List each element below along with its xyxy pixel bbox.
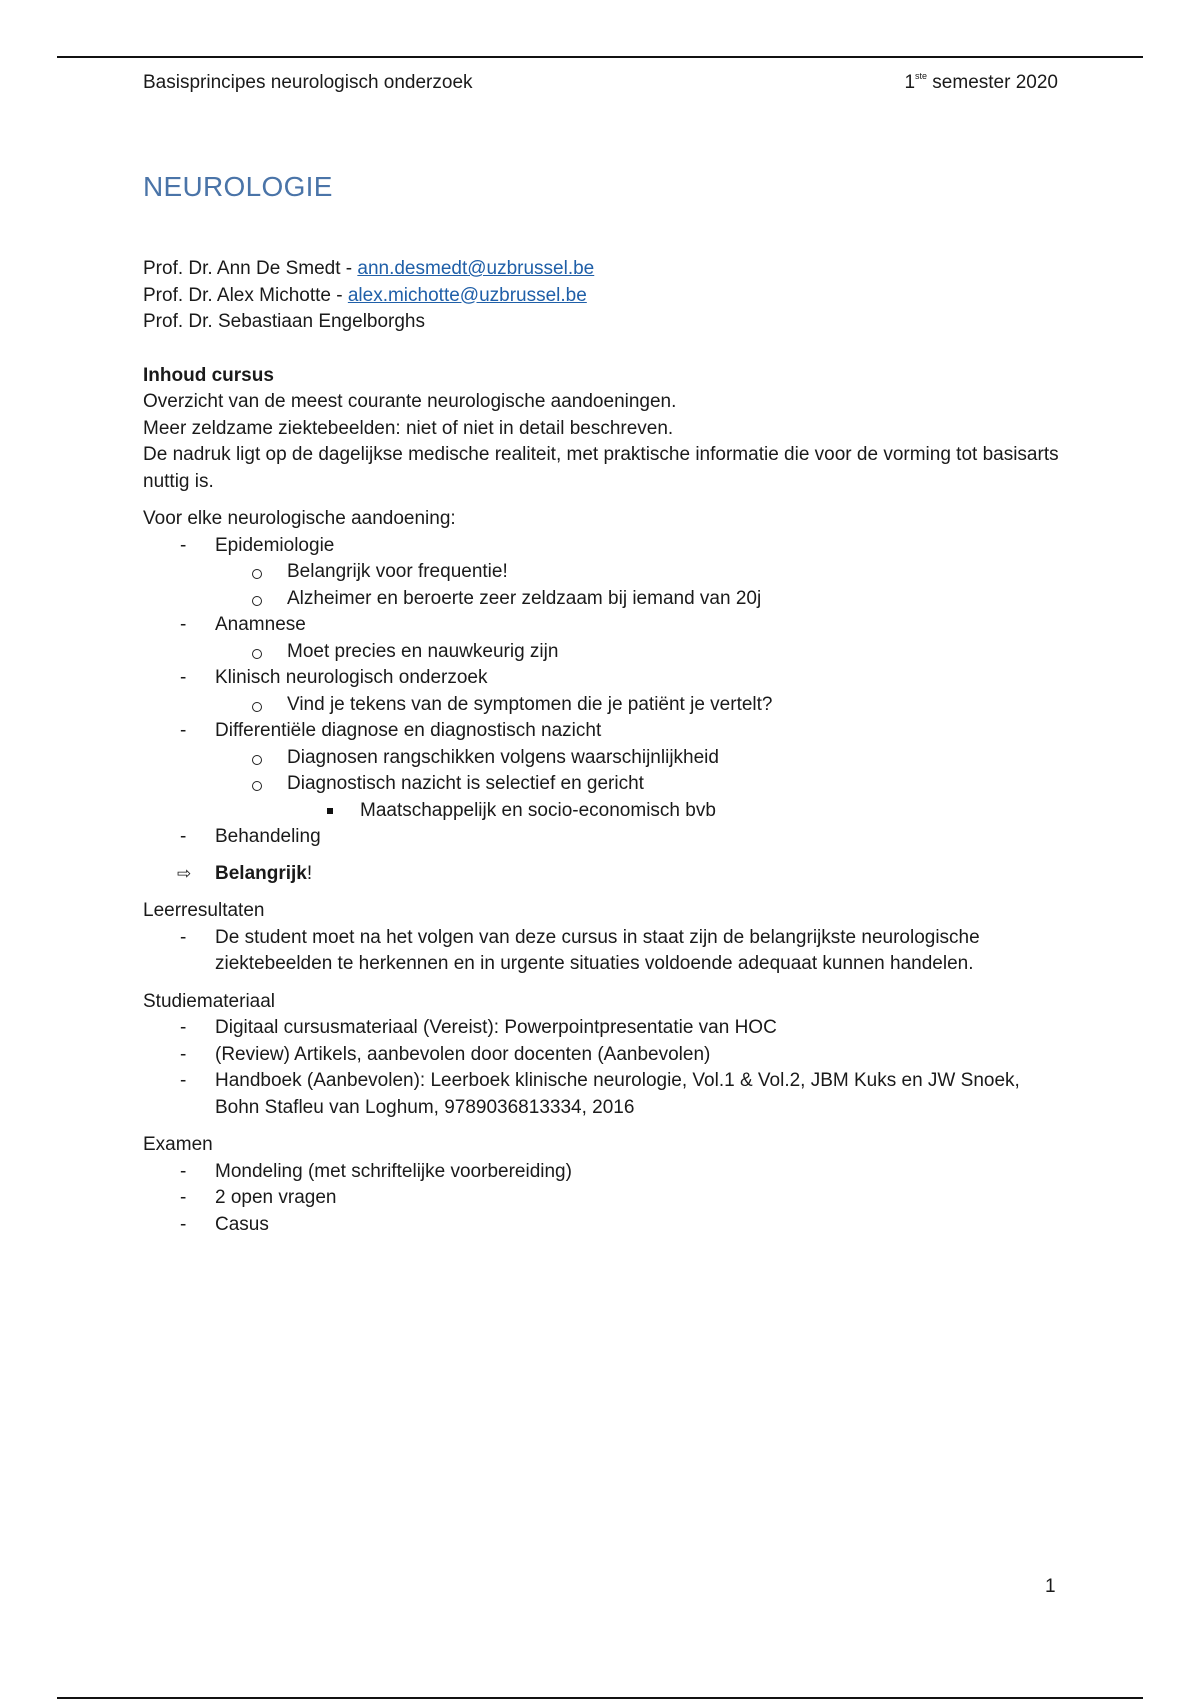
list-intro: Voor elke neurologische aandoening: bbox=[143, 508, 456, 529]
learning-outcomes-list bbox=[143, 925, 1063, 978]
document-body bbox=[143, 256, 1063, 1238]
list-item: - Digitaal cursusmateriaal (Vereist): Powerpointpresentatie van HOC bbox=[143, 1015, 1063, 1042]
email-link[interactable]: ann.desmedt@uzbrussel.be bbox=[357, 258, 595, 279]
list-item: - De student moet na het volgen van deze cursus in staat zijn de belangrijkste neurologische ziektebeelden te herkennen en in urgente situaties voldoende adequaat kunnen handelen. bbox=[143, 925, 1063, 978]
list-item: - Anamnese Moet precies en nauwkeurig zijn bbox=[143, 612, 1063, 665]
section-heading: Inhoud cursus bbox=[143, 364, 274, 386]
list-item: - Epidemiologie Belangrijk voor frequentie! Alzheimer en beroerte zeer zeldzaam bij iemand van 20j bbox=[143, 533, 1063, 613]
list-item: - Behandeling bbox=[143, 824, 1063, 851]
header-rule bbox=[57, 56, 1143, 58]
page-title: NEUROLOGIE bbox=[143, 171, 333, 202]
arrow-note: ⇨ Belangrijk! bbox=[143, 861, 1063, 888]
page-number: 1 bbox=[1045, 1576, 1056, 1597]
professor-line: Prof. Dr. Ann De Smedt - ann.desmedt@uzbrussel.be bbox=[143, 258, 595, 279]
list-item: - Differentiële diagnose en diagnostisch nazicht Diagnosen rangschikken volgens waarschijnlijkheid Diagnostisch nazicht is selectief en gericht Maatschappelijk en socio-economisch bvb bbox=[143, 718, 1063, 824]
study-material-list bbox=[143, 1015, 1063, 1121]
list-item: - Casus bbox=[143, 1212, 1063, 1239]
section-heading: Leerresultaten bbox=[143, 900, 265, 921]
sub-sub-list-item: Maatschappelijk en socio-economisch bvb bbox=[287, 798, 1063, 825]
sub-list-item: Alzheimer en beroerte zeer zeldzaam bij iemand van 20j bbox=[215, 586, 1063, 613]
disease-aspects-list bbox=[143, 533, 1063, 851]
professor-line: Prof. Dr. Alex Michotte - alex.michotte@uzbrussel.be bbox=[143, 284, 587, 306]
list-item: - (Review) Artikels, aanbevolen door docenten (Aanbevolen) bbox=[143, 1042, 1063, 1069]
header-course-title: Basisprincipes neurologisch onderzoek bbox=[143, 72, 473, 93]
list-item: - Mondeling (met schriftelijke voorbereiding) bbox=[143, 1159, 1063, 1186]
paragraph-line: De nadruk ligt op de dagelijkse medische realiteit, met praktische informatie die voor de vorming tot basisarts nuttig is. bbox=[143, 444, 1059, 492]
list-item: - 2 open vragen bbox=[143, 1185, 1063, 1212]
exam-list bbox=[143, 1159, 1063, 1239]
sub-list-item: Moet precies en nauwkeurig zijn bbox=[215, 639, 1063, 666]
list-item: - Handboek (Aanbevolen): Leerboek klinische neurologie, Vol.1 & Vol.2, JBM Kuks en JW Snoek, Bohn Stafleu van Loghum, 9789036813334, 2016 bbox=[143, 1068, 1063, 1121]
email-link[interactable]: alex.michotte@uzbrussel.be bbox=[347, 284, 587, 306]
sub-list-item: Belangrijk voor frequentie! bbox=[215, 559, 1063, 586]
paragraph-line: Meer zeldzame ziektebeelden: niet of niet in detail beschreven. bbox=[143, 417, 674, 439]
header-semester: 1ste semester 2020 bbox=[904, 70, 1058, 93]
sub-list-item: Diagnosen rangschikken volgens waarschijnlijkheid bbox=[215, 745, 1063, 772]
section-heading: Studiemateriaal bbox=[143, 990, 276, 1012]
arrow-right-icon: ⇨ bbox=[177, 863, 192, 883]
section-heading: Examen bbox=[143, 1134, 213, 1155]
list-item: - Klinisch neurologisch onderzoek Vind je tekens van de symptomen die je patiënt je vertelt? bbox=[143, 665, 1063, 718]
footer-rule bbox=[57, 1697, 1143, 1699]
sub-list-item: Diagnostisch nazicht is selectief en gericht Maatschappelijk en socio-economisch bvb bbox=[215, 771, 1063, 824]
sub-list-item: Vind je tekens van de symptomen die je patiënt je vertelt? bbox=[215, 692, 1063, 719]
page-header bbox=[143, 72, 1058, 94]
professor-line: Prof. Dr. Sebastiaan Engelborghs bbox=[143, 311, 426, 332]
paragraph-line: Overzicht van de meest courante neurologische aandoeningen. bbox=[143, 391, 677, 412]
